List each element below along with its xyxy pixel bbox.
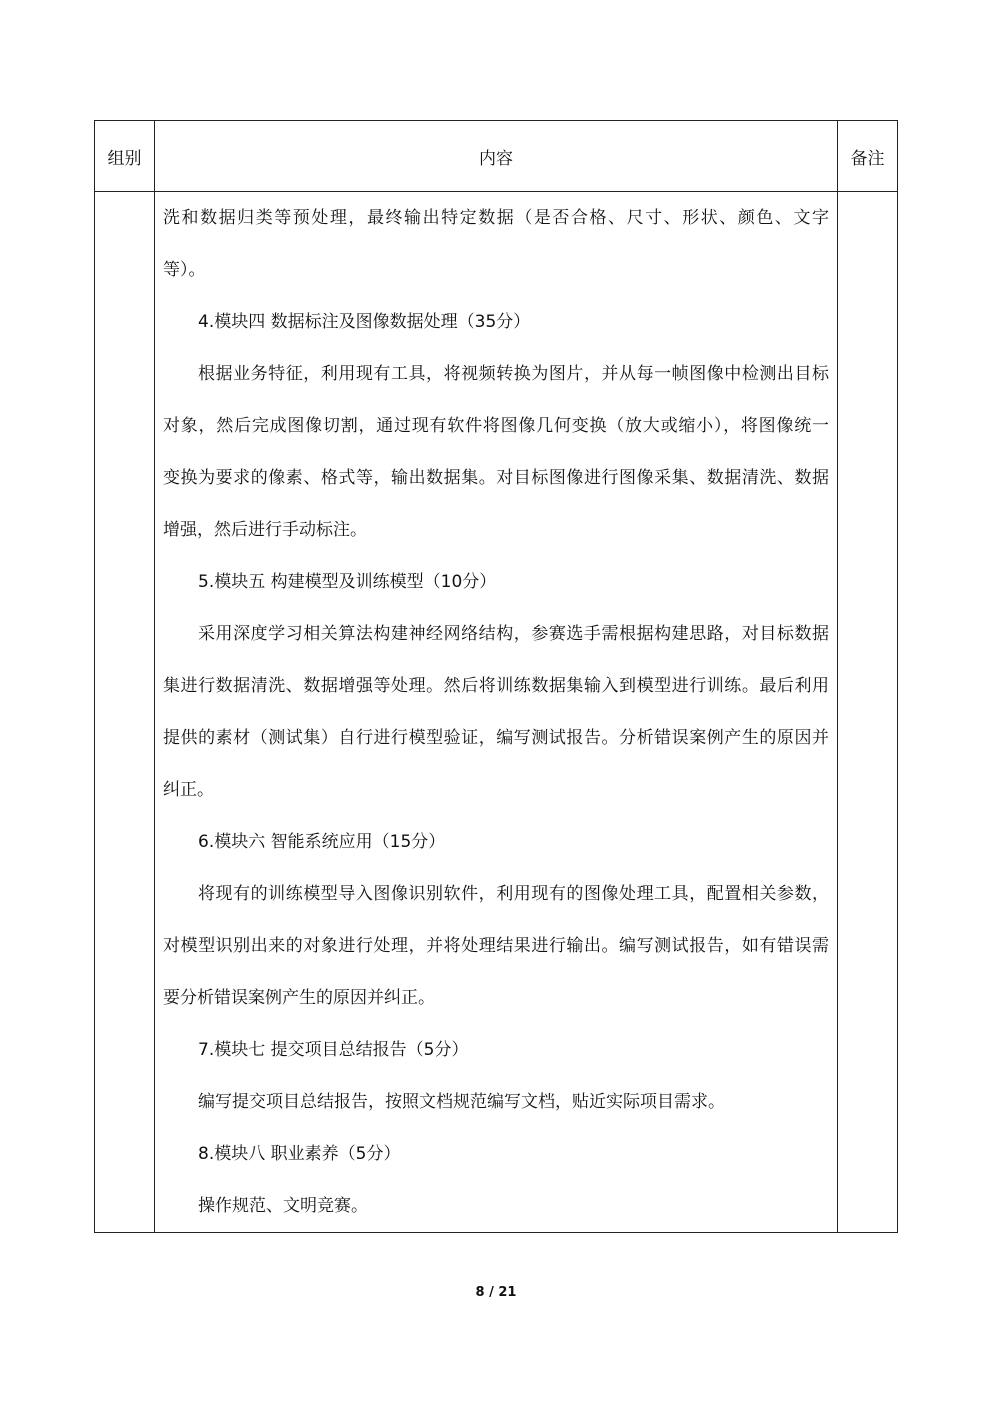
module-heading: 5.模块五 构建模型及训练模型（10分） [198,572,497,592]
content-table [94,120,898,1233]
content-line: 采用深度学习相关算法构建神经网络结构，参赛选手需根据构建思路，对目标数据 [198,624,829,644]
content-line: 将现有的训练模型导入图像识别软件，利用现有的图像处理工具，配置相关参数， [198,884,829,904]
group-cell [95,192,155,1233]
content-line: 操作规范、文明竞赛。 [198,1196,368,1216]
content-line: 要分析错误案例产生的原因并纠正。 [163,988,435,1008]
module-heading: 8.模块八 职业素养（5分） [198,1144,401,1164]
module-heading: 6.模块六 智能系统应用（15分） [198,832,446,852]
content-line: 对模型识别出来的对象进行处理，并将处理结果进行输出。编写测试报告，如有错误需 [163,936,829,956]
content-line: 集进行数据清洗、数据增强等处理。然后将训练数据集输入到模型进行训练。最后利用 [163,676,829,696]
content-line: 提供的素材（测试集）自行进行模型验证，编写测试报告。分析错误案例产生的原因并 [163,728,829,748]
module-heading: 4.模块四 数据标注及图像数据处理（35分） [198,312,531,332]
content-cell [155,192,838,1233]
content-line: 洗和数据归类等预处理，最终输出特定数据（是否合格、尺寸、形状、颜色、文字 [163,208,829,228]
content-lines [155,192,837,1232]
content-line: 增强，然后进行手动标注。 [163,520,367,540]
page-number: 8 / 21 [475,1285,517,1300]
header-note: 备注 [838,121,898,192]
content-line: 变换为要求的像素、格式等，输出数据集。对目标图像进行图像采集、数据清洗、数据 [163,468,829,488]
content-line: 纠正。 [163,780,214,800]
content-line: 编写提交项目总结报告，按照文档规范编写文档，贴近实际项目需求。 [198,1092,725,1112]
note-cell [838,192,898,1233]
table-header-row [95,121,898,192]
content-line: 根据业务特征，利用现有工具，将视频转换为图片，并从每一帧图像中检测出目标 [198,364,829,384]
content-line: 对象，然后完成图像切割，通过现有软件将图像几何变换（放大或缩小），将图像统一 [163,416,829,436]
content-line: 等）。 [163,260,206,280]
module-heading: 7.模块七 提交项目总结报告（5分） [198,1040,469,1060]
header-group: 组别 [95,121,155,192]
header-content: 内容 [155,121,838,192]
table-body-row [95,192,898,1233]
